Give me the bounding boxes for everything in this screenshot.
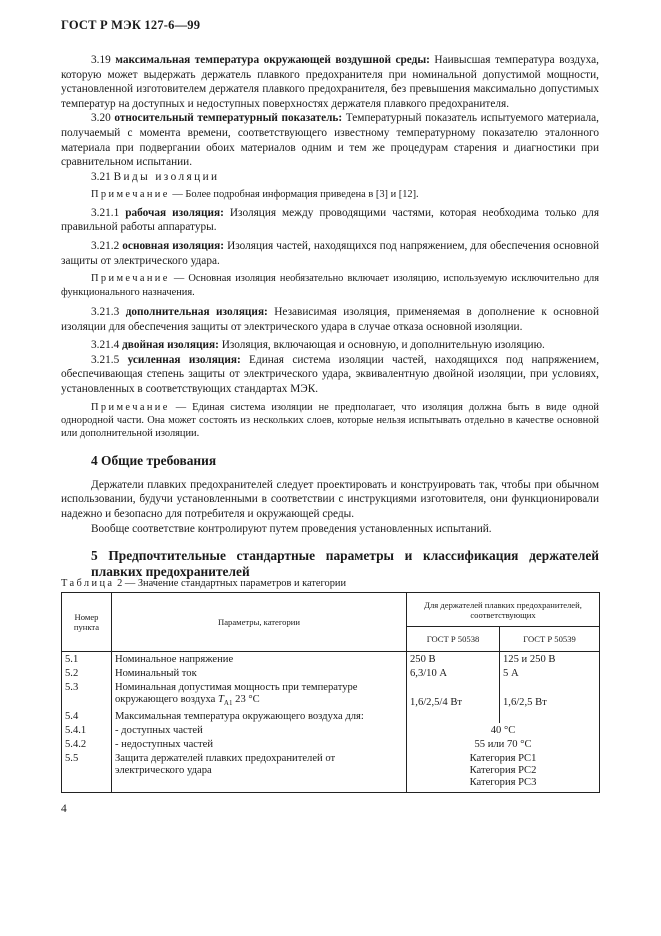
- section-4-paragraph-2: Вообще соответствие контролируют путем проведения установленных испытаний.: [91, 522, 492, 535]
- note-2: Примечание — Основная изоляция необязательно включает изоляцию, используемую исключительно для функционального назначения.: [61, 273, 599, 298]
- note-3: Примечание — Единая система изоляции не предполагает, что изоляция должна быть в виде одной однородной части. Она может состоять из нескольких слоев, которые нельзя испытывать отдельно в качестве основной или дополнительной изоляции.: [61, 401, 599, 440]
- col-header-group: Для держателей плавких предохранителей, соответствующих: [407, 593, 600, 627]
- table-row: 5.4 Максимальная температура окружающего воздуха для:: [62, 709, 600, 723]
- col-header-parameters: Параметры, категории: [112, 593, 407, 652]
- col-header-gost-50538: ГОСТ Р 50538: [407, 627, 500, 652]
- document-body: [61, 53, 599, 580]
- table-row: 5.4.1 - доступных частей 40 °С: [62, 723, 600, 737]
- parameters-table: [61, 592, 600, 793]
- table-row: 5.4.2 - недоступных частей 55 или 70 °С: [62, 737, 600, 751]
- clause-3-21-5: 3.21.5 усиленная изоляция: Единая система изоляции частей, находящихся под напряжением, обеспечивающая степень защиты от электрического удара, эквивалентную двойной изоляции, при условиях, установленных в соответствующих стандартах МЭК.: [61, 353, 600, 395]
- clause-3-21-1: 3.21.1 рабочая изоляция: Изоляция между проводящими частями, которая необходима только для правильной работы аппаратуры.: [61, 206, 600, 234]
- table-row: 5.1 Номинальное напряжение 250 В 125 и 250 В: [62, 652, 600, 667]
- table-row: 5.3 Номинальная допустимая мощность при температуре окружающего воздуха $T_{A1}$ 23 °С 1,6/2,5/4 Вт 1,6/2,5 Вт: [62, 680, 600, 709]
- col-header-gost-50539: ГОСТ Р 50539: [500, 627, 600, 652]
- table-row: 5.2 Номинальный ток 6,3/10 А 5 А: [62, 666, 600, 680]
- section-5-title: 5 Предпочтительные стандартные параметры и классификация держателей плавких предохранителей: [91, 548, 599, 580]
- clause-3-21: 3.21 Виды изоляции: [91, 170, 220, 183]
- section-4-title: 4 Общие требования: [91, 452, 217, 468]
- note-1: Примечание — Более подробная информация приведена в [3] и [12].: [91, 189, 419, 201]
- clause-3-21-2: 3.21.2 основная изоляция: Изоляция частей, находящихся под напряжением, для обеспечения основной защиты от электрического удара.: [61, 239, 600, 267]
- clause-3-19: 3.19 максимальная температура окружающей воздушной среды: Наивысшая температура воздуха, которую может выдержать держатель плавкого предохранителя при номинальной допустимой мощности, установленной изготовителем держателя плавкого предохранителя, без превышения максимально допустимых температур на доступных и недоступных поверхностях держателя плавкого предохранителя.: [61, 54, 599, 110]
- page-header: ГОСТ Р МЭК 127-6—99: [61, 18, 201, 32]
- clause-3-21-3: 3.21.3 дополнительная изоляция: Независимая изоляция, применяемая в дополнение к основной изоляции для обеспечения защиты от электрического удара в случае отказа основной изоляции.: [61, 305, 599, 333]
- section-4-paragraph: Держатели плавких предохранителей следует проектировать и конструировать так, чтобы при обычном использовании, будучи установленными в соответствии с инструкциями изготовителя, они функционировали надежно и безопасно для потребителя и окружающей среды.: [61, 478, 599, 520]
- table-caption: Таблица 2 — Значение стандартных параметров и категории: [61, 578, 347, 589]
- table-row: 5.5 Защита держателей плавких предохранителей от электрического удара Категория PC1 Категория PC2 Категория PC3: [62, 751, 600, 793]
- clause-3-20: 3.20 относительный температурный показатель: Температурный показатель испытуемого материала, получаемый с момента времени, соответствующего известному температурному показателю эталонного материала при подвергании обоих материалов одним и тем же процедурам старения и диагностики при сравнительном испытании.: [61, 112, 600, 169]
- page-number: 4: [61, 803, 67, 815]
- col-header-number: Номер пункта: [62, 593, 112, 652]
- clause-3-21-4: 3.21.4 двойная изоляция: Изоляция, включающая и основную, и дополнительную изоляцию.: [91, 339, 545, 352]
